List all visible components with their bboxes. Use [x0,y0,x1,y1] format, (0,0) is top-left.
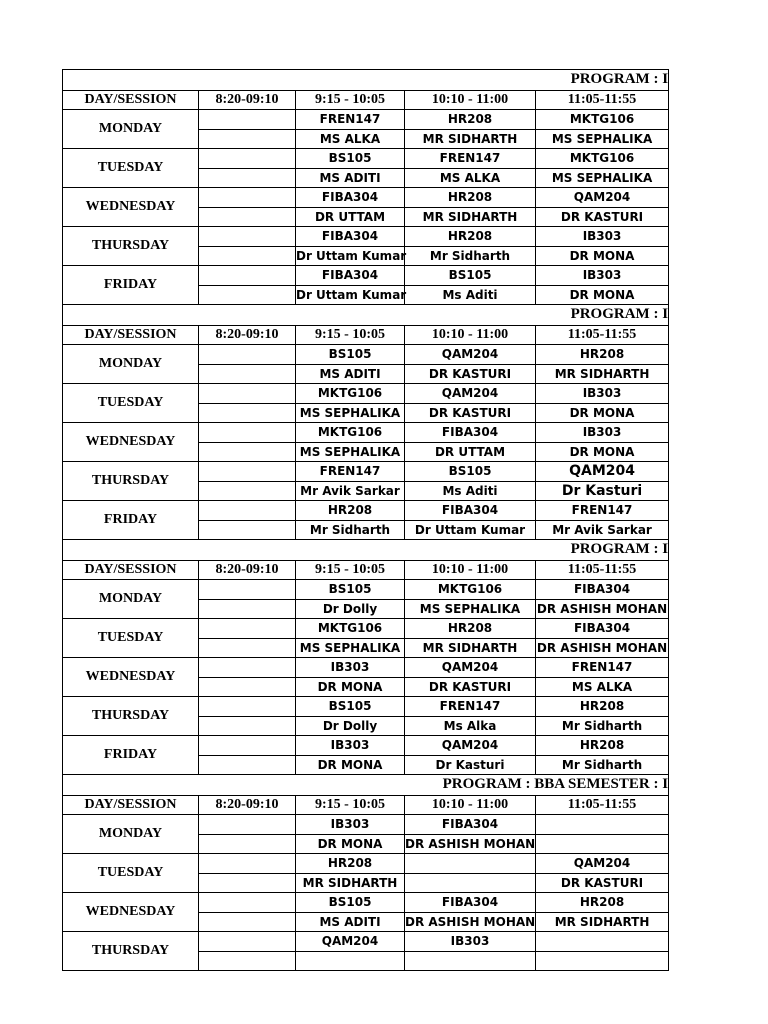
column-header-day-session: DAY/SESSION [63,560,199,580]
column-header-day-session: DAY/SESSION [63,795,199,815]
program-title [63,305,669,326]
faculty-name-cell: MS SEPHALIKA [405,599,536,619]
faculty-name-cell: DR ASHISH MOHAN [405,912,536,932]
course-code-cell: MKTG106 [405,580,536,600]
column-header-time-slot: 11:05-11:55 [536,560,669,580]
column-header-time-slot: 11:05-11:55 [536,795,669,815]
course-code-cell: MKTG106 [296,423,405,443]
faculty-name-cell: Dr Kasturi [405,755,536,775]
course-code-cell: FIBA304 [405,423,536,443]
day-label: MONDAY [63,580,199,619]
course-code-cell: QAM204 [536,462,669,482]
course-code-cell: QAM204 [405,658,536,678]
column-header-time-slot: 9:15 - 10:05 [296,90,405,110]
faculty-name-cell [199,246,296,266]
course-code-cell [199,932,296,952]
course-code-cell: MKTG106 [536,110,669,130]
course-code-cell: BS105 [405,266,536,286]
course-code-cell [199,110,296,130]
faculty-name-cell [199,520,296,540]
course-code-cell [199,227,296,247]
day-label: THURSDAY [63,227,199,266]
course-code-cell [199,266,296,286]
faculty-name-cell [199,677,296,697]
course-row [63,815,669,835]
program-label: PROGRAM : I [570,541,669,558]
program-label: PROGRAM : I [570,71,669,88]
program-row [63,305,669,326]
course-row [63,149,669,169]
faculty-name-cell: Ms Aditi [405,481,536,501]
day-label: MONDAY [63,110,199,149]
faculty-name-cell: MS ADITI [296,912,405,932]
course-row [63,110,669,130]
course-code-cell: MKTG106 [536,149,669,169]
course-code-cell: FIBA304 [536,619,669,639]
course-code-cell: QAM204 [536,188,669,208]
faculty-name-cell: Mr Sidharth [405,246,536,266]
faculty-name-cell: MR SIDHARTH [405,129,536,149]
course-code-cell [199,619,296,639]
day-label: WEDNESDAY [63,893,199,932]
faculty-name-cell: MS ALKA [296,129,405,149]
course-code-cell: BS105 [296,697,405,717]
program-row [63,540,669,561]
course-code-cell: HR208 [296,501,405,521]
course-code-cell: FREN147 [296,462,405,482]
course-code-cell: HR208 [536,893,669,913]
faculty-name-cell [199,951,296,971]
course-code-cell: HR208 [296,854,405,874]
column-header-time-slot: 8:20-09:10 [199,325,296,345]
faculty-name-cell [199,129,296,149]
faculty-name-cell: MS SEPHALIKA [296,442,405,462]
faculty-name-cell [199,638,296,658]
faculty-name-cell [199,599,296,619]
course-row [63,619,669,639]
column-header-time-slot: 9:15 - 10:05 [296,560,405,580]
course-code-cell: FREN147 [536,658,669,678]
faculty-name-cell: Ms Alka [405,716,536,736]
program-title [63,775,669,796]
faculty-name-cell: DR MONA [536,285,669,305]
day-label: THURSDAY [63,697,199,736]
course-code-cell [405,854,536,874]
course-code-cell: HR208 [536,736,669,756]
course-code-cell: FIBA304 [536,580,669,600]
faculty-name-cell [199,442,296,462]
course-code-cell: BS105 [296,149,405,169]
faculty-name-cell [199,403,296,423]
day-label: WEDNESDAY [63,658,199,697]
course-code-cell: QAM204 [536,854,669,874]
course-code-cell: BS105 [296,893,405,913]
column-header-time-slot: 10:10 - 11:00 [405,560,536,580]
course-code-cell [199,893,296,913]
faculty-name-cell: DR MONA [536,442,669,462]
column-header-time-slot: 8:20-09:10 [199,560,296,580]
faculty-name-cell [199,364,296,384]
course-row [63,227,669,247]
column-header-time-slot: 8:20-09:10 [199,90,296,110]
faculty-name-cell: Dr Uttam Kumar [405,520,536,540]
faculty-name-cell [199,168,296,188]
faculty-name-cell: MS ALKA [536,677,669,697]
course-code-cell: FIBA304 [405,815,536,835]
header-row [63,90,669,110]
faculty-name-cell: DR MONA [536,403,669,423]
course-code-cell [536,815,669,835]
course-code-cell: BS105 [296,580,405,600]
course-row [63,893,669,913]
faculty-name-cell: Dr Dolly [296,599,405,619]
course-code-cell: HR208 [405,188,536,208]
course-code-cell: FREN147 [296,110,405,130]
faculty-name-cell [405,951,536,971]
course-row [63,854,669,874]
faculty-name-cell: MS ADITI [296,364,405,384]
faculty-name-cell: DR ASHISH MOHAN [536,638,669,658]
program-row [63,70,669,91]
day-label: FRIDAY [63,501,199,540]
course-code-cell: FREN147 [405,149,536,169]
faculty-name-cell [199,834,296,854]
course-code-cell: FIBA304 [296,266,405,286]
course-row [63,736,669,756]
course-code-cell [199,580,296,600]
day-label: FRIDAY [63,736,199,775]
faculty-name-cell: MS ADITI [296,168,405,188]
course-row [63,580,669,600]
course-code-cell [199,854,296,874]
faculty-name-cell: MR SIDHARTH [536,912,669,932]
faculty-name-cell: Dr Dolly [296,716,405,736]
faculty-name-cell: DR KASTURI [536,207,669,227]
header-row [63,795,669,815]
course-code-cell [199,423,296,443]
faculty-name-cell [199,285,296,305]
course-code-cell [199,658,296,678]
day-label: TUESDAY [63,619,199,658]
course-code-cell: FIBA304 [405,501,536,521]
course-code-cell [199,736,296,756]
faculty-name-cell: Dr Kasturi [536,481,669,501]
course-code-cell: HR208 [536,697,669,717]
course-row [63,462,669,482]
column-header-time-slot: 11:05-11:55 [536,325,669,345]
faculty-name-cell: MS SEPHALIKA [296,638,405,658]
course-code-cell [199,462,296,482]
course-code-cell: IB303 [296,815,405,835]
timetable [62,69,669,971]
course-code-cell [536,932,669,952]
course-code-cell: MKTG106 [296,619,405,639]
course-code-cell: FREN147 [536,501,669,521]
course-code-cell: HR208 [405,619,536,639]
course-code-cell: HR208 [405,227,536,247]
header-row [63,560,669,580]
program-title [63,70,669,91]
program-row [63,775,669,796]
course-row [63,932,669,952]
faculty-name-cell: DR UTTAM [296,207,405,227]
course-code-cell [199,345,296,365]
faculty-name-cell: MS SEPHALIKA [536,129,669,149]
course-code-cell [199,149,296,169]
course-code-cell: QAM204 [296,932,405,952]
faculty-name-cell: Dr Uttam Kumar [296,285,405,305]
faculty-name-cell [199,716,296,736]
course-code-cell: QAM204 [405,345,536,365]
faculty-name-cell: MS ALKA [405,168,536,188]
faculty-name-cell: MR SIDHARTH [405,207,536,227]
course-code-cell: FIBA304 [405,893,536,913]
day-label: TUESDAY [63,384,199,423]
course-code-cell [199,815,296,835]
faculty-name-cell: Mr Sidharth [296,520,405,540]
faculty-name-cell [199,207,296,227]
column-header-time-slot: 10:10 - 11:00 [405,325,536,345]
faculty-name-cell [199,912,296,932]
course-code-cell: QAM204 [405,736,536,756]
faculty-name-cell [536,951,669,971]
faculty-name-cell: MR SIDHARTH [405,638,536,658]
course-code-cell: MKTG106 [296,384,405,404]
day-label: MONDAY [63,345,199,384]
faculty-name-cell [199,873,296,893]
faculty-name-cell: MS SEPHALIKA [536,168,669,188]
faculty-name-cell: DR MONA [296,677,405,697]
course-code-cell: IB303 [405,932,536,952]
course-code-cell: FREN147 [405,697,536,717]
course-code-cell: QAM204 [405,384,536,404]
course-row [63,266,669,286]
faculty-name-cell: Ms Aditi [405,285,536,305]
course-code-cell [199,188,296,208]
course-code-cell: FIBA304 [296,227,405,247]
course-code-cell: FIBA304 [296,188,405,208]
faculty-name-cell: DR KASTURI [405,403,536,423]
day-label: MONDAY [63,815,199,854]
course-row [63,384,669,404]
course-code-cell: HR208 [405,110,536,130]
faculty-name-cell [199,481,296,501]
course-code-cell [199,384,296,404]
column-header-time-slot: 10:10 - 11:00 [405,90,536,110]
column-header-day-session: DAY/SESSION [63,90,199,110]
course-code-cell: IB303 [296,658,405,678]
faculty-name-cell [296,951,405,971]
course-code-cell: BS105 [296,345,405,365]
column-header-time-slot: 9:15 - 10:05 [296,795,405,815]
course-code-cell: IB303 [296,736,405,756]
course-code-cell: BS105 [405,462,536,482]
column-header-day-session: DAY/SESSION [63,325,199,345]
course-code-cell [199,697,296,717]
program-title [63,540,669,561]
header-row [63,325,669,345]
faculty-name-cell: DR ASHISH MOHAN [405,834,536,854]
day-label: THURSDAY [63,462,199,501]
course-code-cell: IB303 [536,227,669,247]
timetable-sheet [62,69,669,958]
course-row [63,423,669,443]
faculty-name-cell: Mr Sidharth [536,755,669,775]
faculty-name-cell [199,755,296,775]
column-header-time-slot: 10:10 - 11:00 [405,795,536,815]
faculty-name-cell: DR KASTURI [536,873,669,893]
faculty-name-cell: Dr Uttam Kumar [296,246,405,266]
day-label: TUESDAY [63,854,199,893]
faculty-name-cell: MR SIDHARTH [296,873,405,893]
faculty-name-cell: DR KASTURI [405,677,536,697]
faculty-name-cell: Mr Avik Sarkar [296,481,405,501]
faculty-name-cell: DR KASTURI [405,364,536,384]
course-row [63,345,669,365]
faculty-name-cell [536,834,669,854]
course-row [63,188,669,208]
day-label: THURSDAY [63,932,199,971]
faculty-name-cell: DR ASHISH MOHAN [536,599,669,619]
day-label: FRIDAY [63,266,199,305]
faculty-name-cell: DR UTTAM [405,442,536,462]
faculty-name-cell: Mr Sidharth [536,716,669,736]
faculty-name-cell: MS SEPHALIKA [296,403,405,423]
course-code-cell: IB303 [536,423,669,443]
faculty-name-cell: DR MONA [296,834,405,854]
course-row [63,658,669,678]
day-label: TUESDAY [63,149,199,188]
course-code-cell: HR208 [536,345,669,365]
column-header-time-slot: 11:05-11:55 [536,90,669,110]
day-label: WEDNESDAY [63,423,199,462]
faculty-name-cell: DR MONA [536,246,669,266]
column-header-time-slot: 9:15 - 10:05 [296,325,405,345]
program-label: PROGRAM : I [570,306,669,323]
program-label: PROGRAM : BBA SEMESTER : I [442,776,669,793]
column-header-time-slot: 8:20-09:10 [199,795,296,815]
course-row [63,697,669,717]
faculty-name-cell [405,873,536,893]
faculty-name-cell: MR SIDHARTH [536,364,669,384]
course-code-cell: IB303 [536,384,669,404]
course-code-cell [199,501,296,521]
faculty-name-cell: DR MONA [296,755,405,775]
faculty-name-cell: Mr Avik Sarkar [536,520,669,540]
course-code-cell: IB303 [536,266,669,286]
day-label: WEDNESDAY [63,188,199,227]
course-row [63,501,669,521]
